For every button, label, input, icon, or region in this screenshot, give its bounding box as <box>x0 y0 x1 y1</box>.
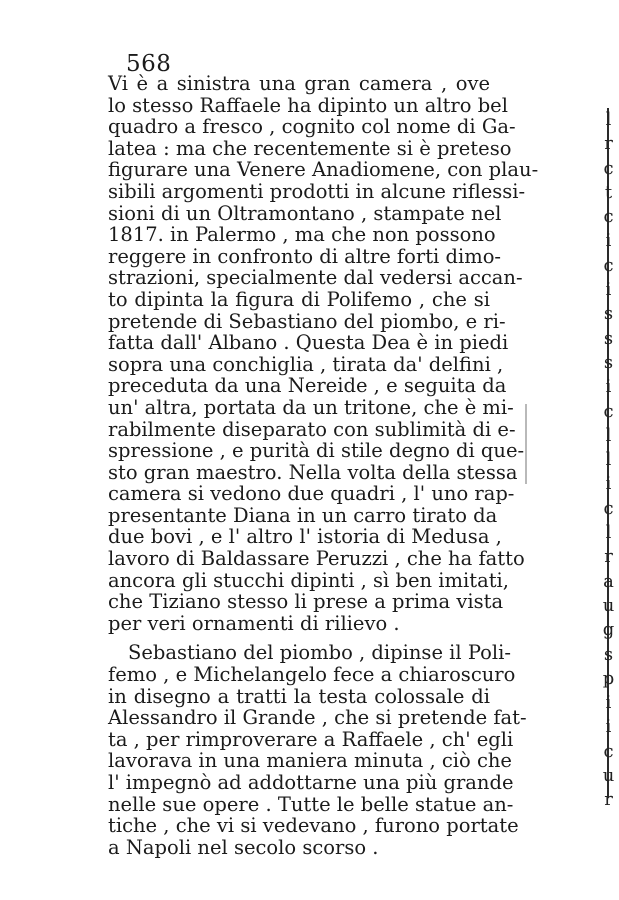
text-line: a Napoli nel secolo scorso . <box>108 835 379 859</box>
text-line: figurare una Venere Anadiomene, con plau- <box>108 158 539 182</box>
margin-letter: g <box>602 619 615 641</box>
margin-letter: s <box>603 303 614 325</box>
text-line: fatta dall' Albano . Questa Dea è in piedi <box>108 331 509 355</box>
text-line: tiche , che vi si vedevano , furono portate <box>108 814 519 838</box>
text-line: to dipinta la figura di Polifemo , che si <box>108 287 490 311</box>
margin-letter: s <box>603 327 614 349</box>
text-line: Alessandro il Grande , che si pretende fat- <box>108 706 527 730</box>
text-line: Vi è a sinistra una gran camera , ove <box>108 72 490 95</box>
text-line: latea : ma che recentemente si è preteso <box>108 136 512 160</box>
page-fold-mark <box>525 404 527 484</box>
margin-letter: l <box>605 424 612 446</box>
text-line: lavoro di Baldassare Peruzzi , che ha fatto <box>108 547 525 571</box>
margin-letter: l <box>605 109 612 130</box>
margin-letter: c <box>603 400 614 422</box>
text-line: ancora gli stucchi dipinti , sì ben imitati, <box>108 568 509 592</box>
text-line: 1817. in Palermo , ma che non possono <box>108 223 496 247</box>
margin-letter: c <box>603 497 614 519</box>
margin-letter: s <box>603 351 614 373</box>
text-line: rabilmente diseparato con sublimità di e- <box>108 417 516 441</box>
text-line: strazioni, specialmente dal vedersi accan- <box>108 266 523 290</box>
text-line: sioni di un Oltramontano , stampate nel <box>108 201 502 225</box>
text-line: presentante Diana in un carro tirato da <box>108 503 498 527</box>
paragraph-1 <box>108 72 539 635</box>
text-line: lo stesso Raffaele ha dipinto un altro bel <box>108 93 508 117</box>
margin-letter: i <box>605 716 612 738</box>
margin-letter: l <box>605 522 612 544</box>
text-line: sibili argomenti prodotti in alcune riflessi- <box>108 179 526 203</box>
text-line: l' impegnò ad addottarne una più grande <box>108 771 514 794</box>
text-line: Sebastiano del piombo , dipinse il Poli- <box>128 641 511 665</box>
margin-letter: c <box>603 206 614 228</box>
facing-page-margin <box>598 108 619 813</box>
text-line: un' altra, portata da un tritone, che è mi- <box>108 395 514 419</box>
text-line: nelle sue opere . Tutte le belle statue an- <box>108 792 514 816</box>
text-line: preceduta da una Nereide , e seguita da <box>108 374 507 398</box>
margin-letter: c <box>603 740 614 762</box>
text-line: reggere in confronto di altre forti dimo- <box>108 244 502 268</box>
text-line: lavorava in una maniera minuta , ciò che <box>108 749 512 773</box>
margin-letter: i <box>605 279 612 301</box>
margin-letter: i <box>605 230 612 252</box>
text-line: per veri ornamenti di rilievo . <box>108 611 400 635</box>
margin-letter: c <box>603 157 614 179</box>
text-line: due bovi , e l' altro l' istoria di Medusa , <box>108 525 502 549</box>
margin-letter: l <box>605 449 612 471</box>
margin-letter: r <box>604 546 613 568</box>
margin-letter: u <box>602 765 615 787</box>
margin-letter: r <box>604 133 613 155</box>
margin-letter: r <box>604 789 613 811</box>
margin-letter: c <box>603 254 614 276</box>
margin-letter: u <box>602 594 615 616</box>
margin-letter: p <box>602 667 615 689</box>
margin-letter: i <box>605 692 612 714</box>
text-line: che Tiziano stesso li prese a prima vista <box>108 590 504 614</box>
margin-letter: a <box>603 570 614 592</box>
text-line: sto gran maestro. Nella volta della stessa <box>108 460 518 484</box>
margin-letter: i <box>605 376 612 398</box>
text-line: in disegno a tratti la testa colossale di <box>108 684 490 708</box>
margin-letter: s <box>603 643 614 665</box>
text-line: quadro a fresco , cognito col nome di Ga- <box>108 115 516 139</box>
text-line: ta , per rimproverare a Raffaele , ch' egli <box>108 727 514 751</box>
text-line: pretende di Sebastiano del piombo, e ri- <box>108 309 506 333</box>
text-line: femo , e Michelangelo fece a chiaroscuro <box>108 663 516 687</box>
margin-letter: t <box>604 181 613 203</box>
text-line: spressione , e purità di stile degno di que- <box>108 439 525 463</box>
page-number: 568 <box>126 51 172 77</box>
text-line: camera si vedono due quadri , l' uno rap- <box>108 482 515 506</box>
paragraph-2 <box>108 641 527 859</box>
margin-letter: i <box>605 473 612 495</box>
body-text <box>108 72 539 859</box>
text-line: sopra una conchiglia , tirata da' delfini , <box>108 352 504 376</box>
